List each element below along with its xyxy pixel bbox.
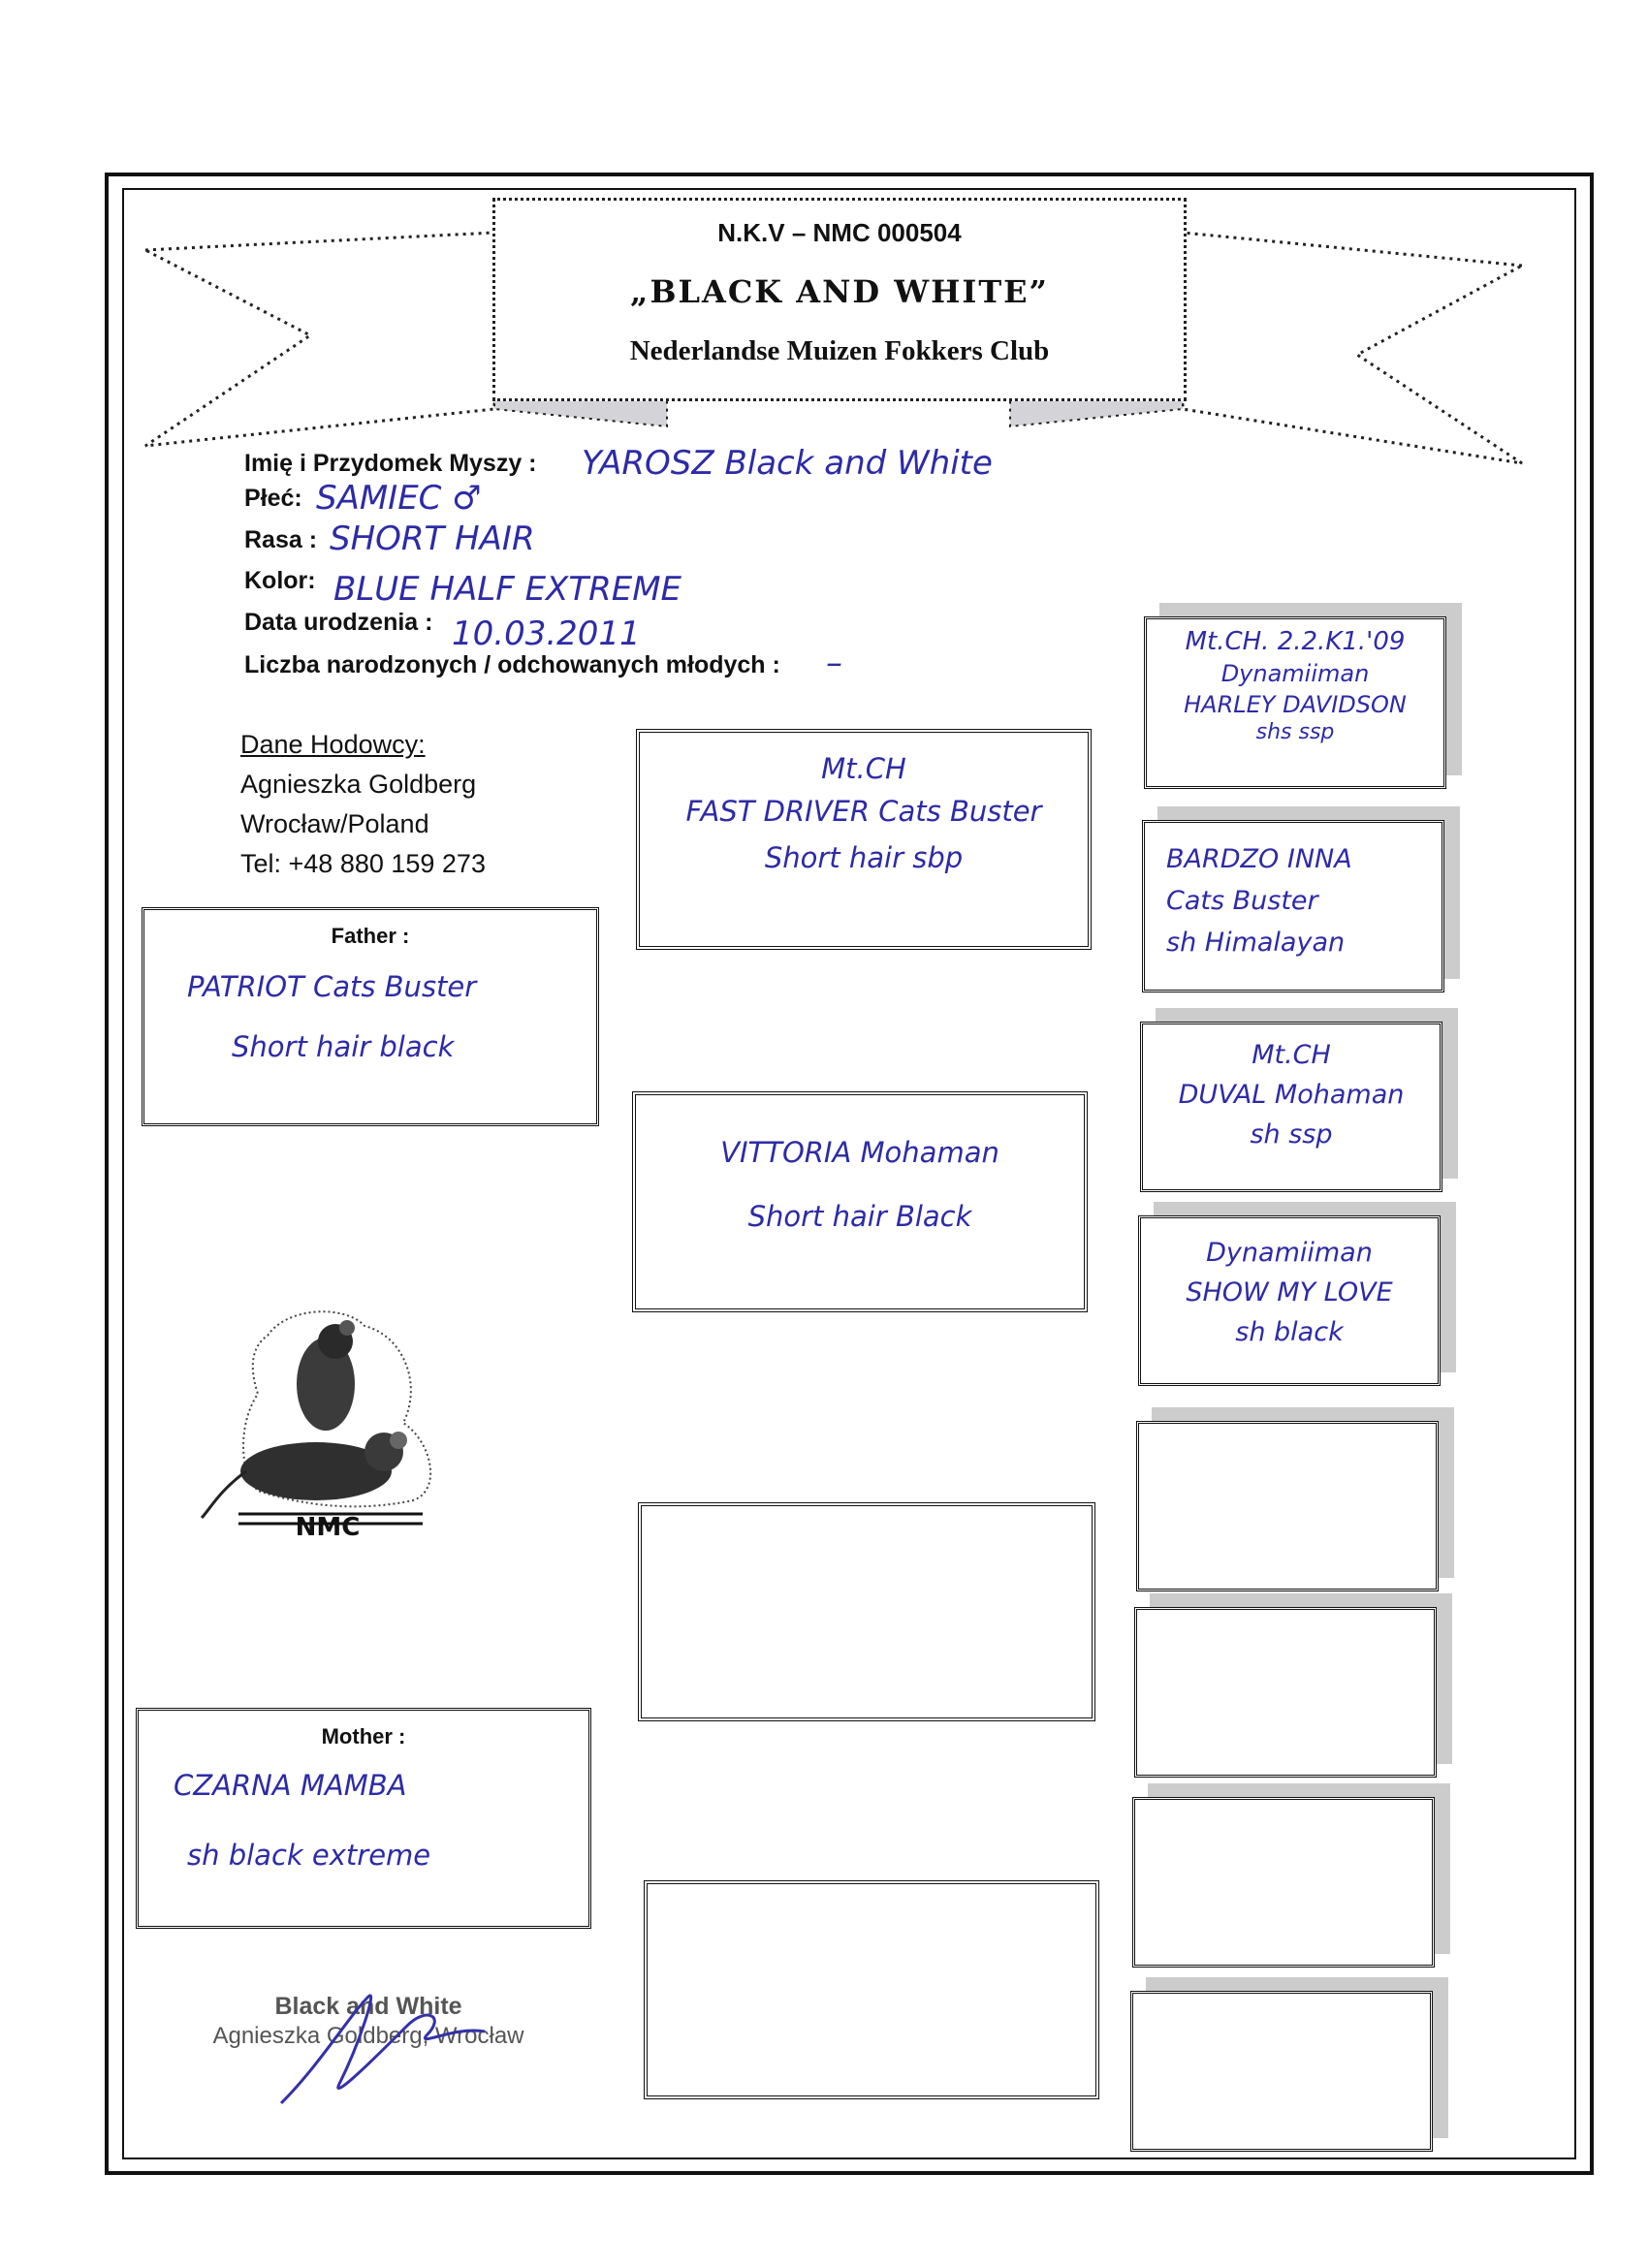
great-grandparent-1-description: shs ssp — [1255, 720, 1335, 744]
signature-owner: Agnieszka Goldberg, Wrocław — [212, 2023, 524, 2049]
great-grandparent-4-description: sh black — [1235, 1317, 1344, 1347]
litter-value: – — [826, 644, 842, 682]
great-grandparent-5-box — [1136, 1421, 1439, 1591]
great-grandparent-3-description: sh ssp — [1250, 1119, 1333, 1150]
sex-value: SAMIEC ♂ — [316, 479, 482, 518]
maternal-grandfather-box — [638, 1502, 1095, 1721]
paternal-grandmother-description: Short hair Black — [747, 1200, 972, 1233]
birth-date-label: Data urodzenia : — [244, 609, 433, 636]
breed-value: SHORT HAIR — [330, 520, 535, 558]
paternal-grandmother-name: VITTORIA Mohaman — [720, 1136, 999, 1169]
handwritten-signature — [262, 1977, 514, 2123]
paternal-grandfather-title: Mt.CH — [821, 752, 906, 785]
father-label: Father : — [331, 924, 410, 948]
signature-club: Black and White — [274, 1993, 462, 2020]
mother-description: sh black extreme — [187, 1839, 431, 1872]
great-grandparent-3-name: DUVAL Mohaman — [1178, 1080, 1405, 1110]
breeder-name: Agnieszka Goldberg — [240, 770, 477, 799]
breeder-city: Wrocław/Poland — [240, 809, 429, 838]
paternal-grandfather-name: FAST DRIVER Cats Buster — [685, 795, 1042, 828]
great-grandparent-4-name: SHOW MY LOVE — [1186, 1277, 1393, 1307]
great-grandparent-2-description: sh Himalayan — [1166, 928, 1346, 958]
color-value: BLUE HALF EXTREME — [333, 570, 682, 609]
great-grandparent-3-title: Mt.CH — [1252, 1040, 1331, 1070]
father-box — [142, 907, 599, 1126]
great-grandparent-7-box — [1132, 1797, 1435, 1968]
breeder-heading: Dane Hodowcy: — [240, 730, 426, 759]
father-description: Short hair black — [232, 1030, 455, 1063]
great-grandparent-1-name: HARLEY DAVIDSON — [1184, 691, 1407, 718]
great-grandparent-2-box — [1142, 820, 1444, 992]
club-code: N.K.V – NMC 000504 — [717, 218, 962, 247]
club-name: „BLACK AND WHITE” — [630, 273, 1049, 310]
sex-label: Płeć: — [244, 485, 302, 512]
great-grandparent-1-title: Mt.CH. 2.2.K1.'09 — [1185, 627, 1406, 656]
great-grandparent-1-prefix: Dynamiiman — [1220, 660, 1370, 687]
paternal-grandfather-description: Short hair sbp — [764, 841, 964, 874]
breeder-info — [240, 725, 486, 884]
nmc-logo — [200, 1307, 452, 1539]
great-grandparent-4-box — [1138, 1215, 1441, 1386]
paternal-grandmother-box — [632, 1091, 1088, 1312]
club-header — [492, 198, 1187, 401]
mother-name: CZARNA MAMBA — [174, 1769, 407, 1802]
color-label: Kolor: — [244, 567, 316, 594]
club-subtitle: Nederlandse Muizen Fokkers Club — [629, 335, 1050, 366]
birth-date-value: 10.03.2011 — [452, 614, 641, 653]
name-value: YAROSZ Black and White — [582, 444, 993, 483]
nmc-logo-text: NMC — [295, 1513, 361, 1539]
mother-label: Mother : — [321, 1724, 406, 1748]
mother-box — [136, 1708, 591, 1929]
great-grandparent-1-box — [1144, 616, 1446, 789]
great-grandparent-3-box — [1140, 1022, 1442, 1192]
litter-label: Liczba narodzonych / odchowanych młodych : — [244, 651, 780, 678]
great-grandparent-4-prefix: Dynamiiman — [1206, 1238, 1373, 1268]
father-name: PATRIOT Cats Buster — [187, 970, 477, 1003]
breeder-phone: Tel: +48 880 159 273 — [240, 849, 486, 878]
great-grandparent-2-name: BARDZO INNA — [1166, 844, 1352, 874]
maternal-grandmother-box — [644, 1880, 1099, 2099]
paternal-grandfather-box — [636, 729, 1092, 950]
great-grandparent-2-prefix: Cats Buster — [1166, 886, 1318, 916]
great-grandparent-6-box — [1134, 1607, 1437, 1778]
breed-label: Rasa : — [244, 526, 318, 553]
great-grandparent-8-box — [1130, 1991, 1433, 2152]
name-label: Imię i Przydomek Myszy : — [244, 450, 537, 477]
